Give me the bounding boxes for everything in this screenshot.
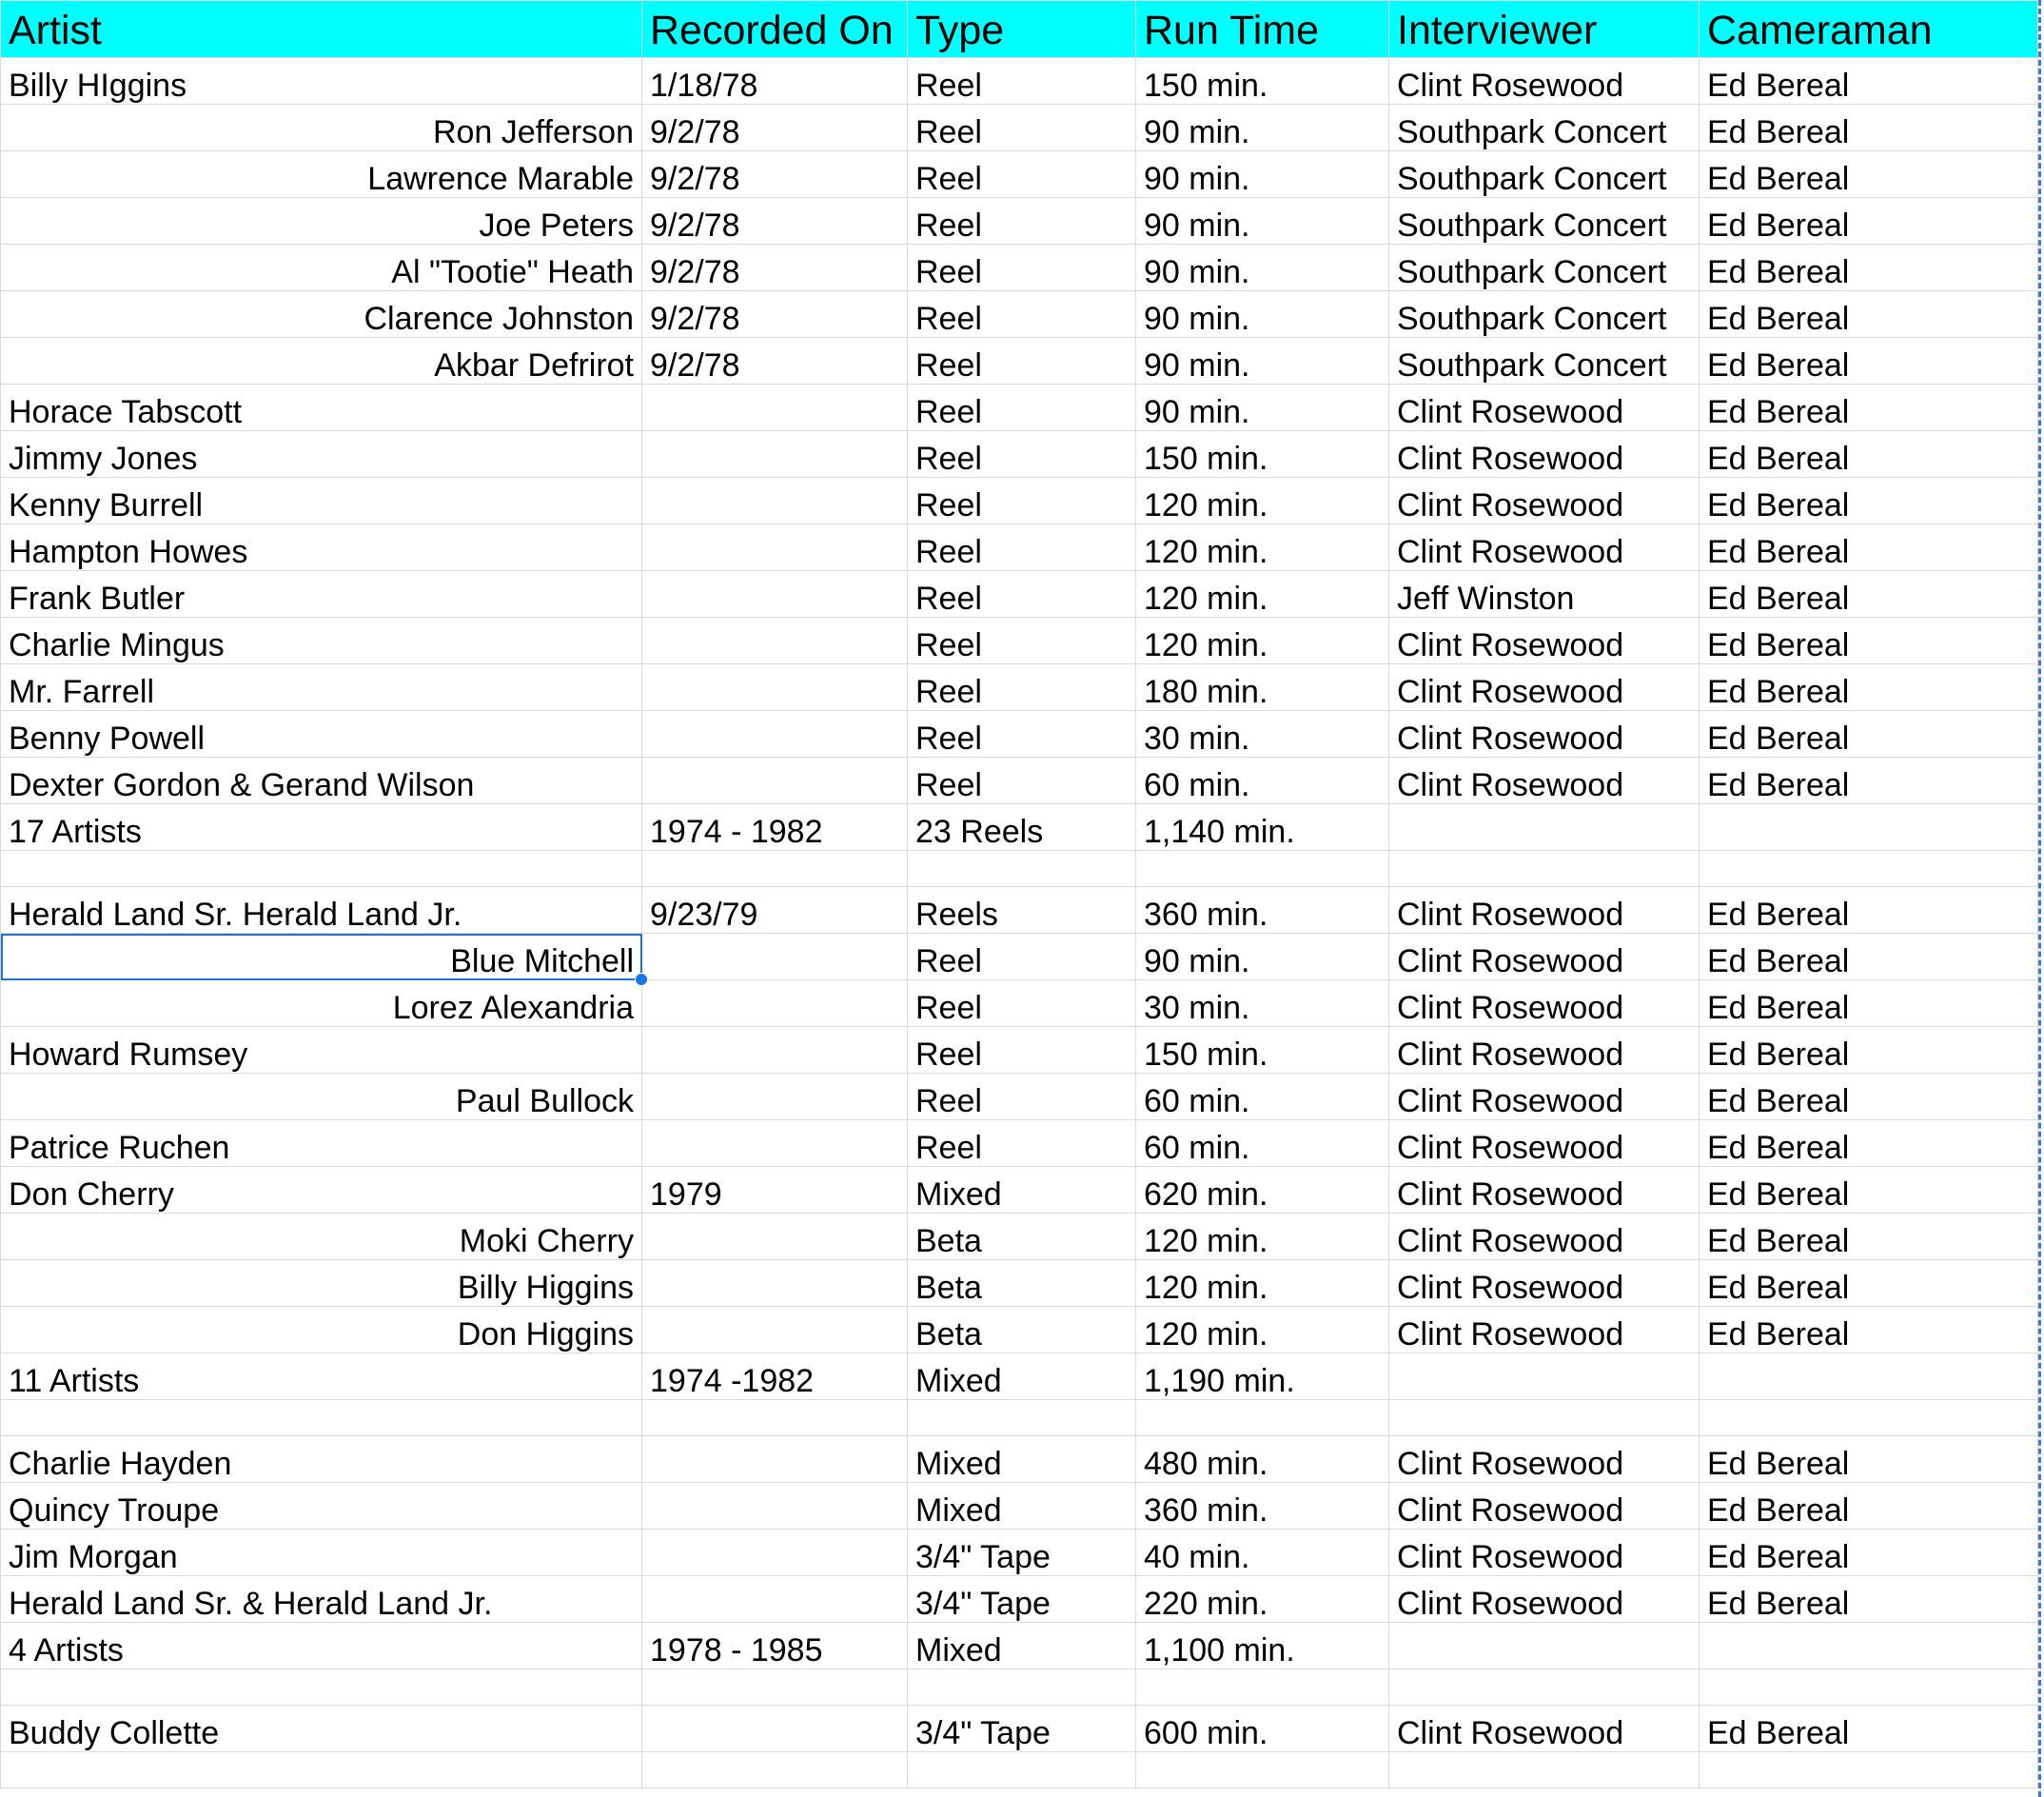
cell-artist[interactable]: Herald Land Sr. & Herald Land Jr. xyxy=(1,1576,642,1623)
header-cell-recorded-on[interactable]: Recorded On xyxy=(642,1,908,58)
cell-artist[interactable]: Jim Morgan xyxy=(1,1530,642,1576)
cell-artist[interactable] xyxy=(1,851,642,887)
cell-interviewer[interactable]: Clint Rosewood xyxy=(1389,1074,1700,1120)
cell-artist[interactable]: Horace Tabscott xyxy=(1,385,642,431)
cell-type[interactable]: Reel xyxy=(908,1120,1136,1167)
cell-cameraman[interactable]: Ed Bereal xyxy=(1700,1214,2038,1260)
cell-recorded-on[interactable] xyxy=(642,524,908,571)
cell-recorded-on[interactable] xyxy=(642,618,908,664)
cell-run-time[interactable]: 90 min. xyxy=(1136,245,1389,291)
cell-artist[interactable]: Charlie Mingus xyxy=(1,618,642,664)
cell-artist[interactable]: Don Higgins xyxy=(1,1307,642,1353)
cell-cameraman[interactable]: Ed Bereal xyxy=(1700,291,2038,338)
cell-cameraman[interactable]: Ed Bereal xyxy=(1700,1260,2038,1307)
cell-run-time[interactable]: 1,100 min. xyxy=(1136,1623,1389,1669)
cell-run-time[interactable]: 1,140 min. xyxy=(1136,804,1389,851)
cell-recorded-on[interactable]: 9/2/78 xyxy=(642,151,908,198)
cell-recorded-on[interactable]: 1978 - 1985 xyxy=(642,1623,908,1669)
cell-run-time[interactable]: 180 min. xyxy=(1136,664,1389,711)
cell-cameraman[interactable]: Ed Bereal xyxy=(1700,1483,2038,1530)
cell-cameraman[interactable]: Ed Bereal xyxy=(1700,245,2038,291)
cell-interviewer[interactable]: Southpark Concert xyxy=(1389,245,1700,291)
cell-recorded-on[interactable] xyxy=(642,934,908,980)
cell-recorded-on[interactable]: 9/2/78 xyxy=(642,245,908,291)
table-row xyxy=(1,151,2038,198)
cell-interviewer[interactable]: Clint Rosewood xyxy=(1389,1120,1700,1167)
table-row xyxy=(1,1074,2038,1120)
cell-artist[interactable]: 11 Artists xyxy=(1,1353,642,1400)
cell-type[interactable]: Mixed xyxy=(908,1353,1136,1400)
cell-recorded-on[interactable] xyxy=(642,758,908,804)
cell-interviewer[interactable]: Clint Rosewood xyxy=(1389,664,1700,711)
header-row xyxy=(1,1,2038,58)
cell-recorded-on[interactable] xyxy=(642,1530,908,1576)
cell-interviewer[interactable]: Clint Rosewood xyxy=(1389,1706,1700,1752)
cell-artist[interactable]: Joe Peters xyxy=(1,198,642,245)
cell-type[interactable]: Reel xyxy=(908,291,1136,338)
cell-type[interactable]: Reel xyxy=(908,105,1136,151)
cell-interviewer[interactable]: Clint Rosewood xyxy=(1389,431,1700,478)
cell-recorded-on[interactable] xyxy=(642,1074,908,1120)
cell-type[interactable]: Reel xyxy=(908,431,1136,478)
table-row xyxy=(1,524,2038,571)
cell-interviewer[interactable]: Clint Rosewood xyxy=(1389,1260,1700,1307)
table-row xyxy=(1,1436,2038,1483)
cell-cameraman[interactable]: Ed Bereal xyxy=(1700,105,2038,151)
cell-cameraman[interactable] xyxy=(1700,1752,2038,1788)
cell-interviewer[interactable]: Southpark Concert xyxy=(1389,198,1700,245)
cell-run-time[interactable]: 620 min. xyxy=(1136,1167,1389,1214)
cell-type[interactable]: Reel xyxy=(908,338,1136,385)
empty-row xyxy=(1,1400,2038,1436)
cell-artist[interactable]: Quincy Troupe xyxy=(1,1483,642,1530)
cell-run-time[interactable]: 120 min. xyxy=(1136,524,1389,571)
cell-run-time[interactable]: 480 min. xyxy=(1136,1436,1389,1483)
cell-type[interactable] xyxy=(908,1752,1136,1788)
cell-artist[interactable]: Hampton Howes xyxy=(1,524,642,571)
cell-artist[interactable]: Billy HIggins xyxy=(1,58,642,105)
table-row xyxy=(1,887,2038,934)
cell-recorded-on[interactable] xyxy=(642,1483,908,1530)
cell-artist[interactable]: Kenny Burrell xyxy=(1,478,642,524)
cell-type[interactable]: Reel xyxy=(908,664,1136,711)
cell-recorded-on[interactable] xyxy=(642,1214,908,1260)
cell-artist[interactable]: Herald Land Sr. Herald Land Jr. xyxy=(1,887,642,934)
cell-recorded-on[interactable] xyxy=(642,1260,908,1307)
cell-type[interactable]: Mixed xyxy=(908,1436,1136,1483)
table-row xyxy=(1,664,2038,711)
cell-type[interactable]: Reel xyxy=(908,58,1136,105)
cell-artist[interactable]: Akbar Defrirot xyxy=(1,338,642,385)
cell-type[interactable]: Mixed xyxy=(908,1483,1136,1530)
cell-artist[interactable]: Don Cherry xyxy=(1,1167,642,1214)
cell-type[interactable] xyxy=(908,1400,1136,1436)
cell-run-time[interactable]: 40 min. xyxy=(1136,1530,1389,1576)
cell-run-time[interactable]: 360 min. xyxy=(1136,887,1389,934)
cell-artist[interactable]: Jimmy Jones xyxy=(1,431,642,478)
cell-recorded-on[interactable]: 1974 - 1982 xyxy=(642,804,908,851)
table-row xyxy=(1,431,2038,478)
cell-run-time[interactable]: 30 min. xyxy=(1136,711,1389,758)
cell-interviewer[interactable]: Clint Rosewood xyxy=(1389,1483,1700,1530)
cell-interviewer[interactable]: Clint Rosewood xyxy=(1389,478,1700,524)
table-row xyxy=(1,1214,2038,1260)
table-row xyxy=(1,105,2038,151)
table-row xyxy=(1,758,2038,804)
cell-interviewer[interactable]: Jeff Winston xyxy=(1389,571,1700,618)
cell-cameraman[interactable]: Ed Bereal xyxy=(1700,571,2038,618)
cell-cameraman[interactable]: Ed Bereal xyxy=(1700,758,2038,804)
cell-cameraman[interactable]: Ed Bereal xyxy=(1700,887,2038,934)
cell-type[interactable]: Reel xyxy=(908,198,1136,245)
cell-cameraman[interactable]: Ed Bereal xyxy=(1700,934,2038,980)
cell-cameraman[interactable]: Ed Bereal xyxy=(1700,385,2038,431)
cell-run-time[interactable]: 120 min. xyxy=(1136,1260,1389,1307)
cell-interviewer[interactable]: Clint Rosewood xyxy=(1389,711,1700,758)
cell-cameraman[interactable]: Ed Bereal xyxy=(1700,198,2038,245)
table-row xyxy=(1,198,2038,245)
cell-recorded-on[interactable]: 9/2/78 xyxy=(642,291,908,338)
cell-artist[interactable]: Lorez Alexandria xyxy=(1,980,642,1027)
cell-type[interactable]: Beta xyxy=(908,1214,1136,1260)
cell-artist[interactable] xyxy=(1,1669,642,1706)
cell-type[interactable]: Reel xyxy=(908,245,1136,291)
cell-type[interactable]: Reel xyxy=(908,758,1136,804)
cell-run-time[interactable]: 60 min. xyxy=(1136,758,1389,804)
cell-run-time[interactable]: 220 min. xyxy=(1136,1576,1389,1623)
cell-cameraman[interactable]: Ed Bereal xyxy=(1700,58,2038,105)
cell-type[interactable]: Reel xyxy=(908,1027,1136,1074)
cell-recorded-on[interactable]: 9/2/78 xyxy=(642,338,908,385)
cell-artist[interactable]: Blue Mitchell xyxy=(1,934,642,980)
cell-type[interactable]: Reel xyxy=(908,980,1136,1027)
cell-run-time[interactable]: 90 min. xyxy=(1136,338,1389,385)
cell-artist[interactable]: Mr. Farrell xyxy=(1,664,642,711)
cell-run-time[interactable]: 120 min. xyxy=(1136,571,1389,618)
cell-type[interactable]: Reel xyxy=(908,711,1136,758)
cell-interviewer[interactable]: Clint Rosewood xyxy=(1389,385,1700,431)
header-cell-cameraman[interactable]: Cameraman xyxy=(1700,1,2038,58)
cell-recorded-on[interactable] xyxy=(642,1752,908,1788)
header-cell-interviewer[interactable]: Interviewer xyxy=(1389,1,1700,58)
cell-type[interactable]: Reel xyxy=(908,524,1136,571)
header-cell-artist[interactable]: Artist xyxy=(1,1,642,58)
cell-interviewer[interactable] xyxy=(1389,1623,1700,1669)
cell-artist[interactable]: Al "Tootie" Heath xyxy=(1,245,642,291)
table-row xyxy=(1,1483,2038,1530)
cell-recorded-on[interactable] xyxy=(642,478,908,524)
cell-cameraman[interactable]: Ed Bereal xyxy=(1700,1706,2038,1752)
cell-artist[interactable]: Clarence Johnston xyxy=(1,291,642,338)
cell-cameraman[interactable]: Ed Bereal xyxy=(1700,1436,2038,1483)
cell-type[interactable]: Reel xyxy=(908,385,1136,431)
cell-interviewer[interactable]: Clint Rosewood xyxy=(1389,758,1700,804)
cell-run-time[interactable]: 60 min. xyxy=(1136,1074,1389,1120)
cell-artist[interactable] xyxy=(1,1752,642,1788)
empty-row xyxy=(1,851,2038,887)
table-row xyxy=(1,980,2038,1027)
table-row xyxy=(1,291,2038,338)
cell-interviewer[interactable] xyxy=(1389,1400,1700,1436)
cell-interviewer[interactable] xyxy=(1389,804,1700,851)
cell-type[interactable]: Mixed xyxy=(908,1167,1136,1214)
cell-recorded-on[interactable]: 1/18/78 xyxy=(642,58,908,105)
empty-row xyxy=(1,1669,2038,1706)
table-row xyxy=(1,804,2038,851)
cell-cameraman[interactable] xyxy=(1700,1669,2038,1706)
cell-run-time[interactable]: 90 min. xyxy=(1136,105,1389,151)
cell-interviewer[interactable]: Clint Rosewood xyxy=(1389,524,1700,571)
table-row xyxy=(1,1623,2038,1669)
table-row xyxy=(1,478,2038,524)
cell-cameraman[interactable]: Ed Bereal xyxy=(1700,524,2038,571)
cell-type[interactable]: Reel xyxy=(908,1074,1136,1120)
cell-interviewer[interactable]: Clint Rosewood xyxy=(1389,1530,1700,1576)
cell-recorded-on[interactable] xyxy=(642,571,908,618)
cell-cameraman[interactable]: Ed Bereal xyxy=(1700,1530,2038,1576)
cell-interviewer[interactable] xyxy=(1389,1669,1700,1706)
table-row xyxy=(1,338,2038,385)
cell-recorded-on[interactable] xyxy=(642,711,908,758)
cell-interviewer[interactable]: Southpark Concert xyxy=(1389,151,1700,198)
cell-cameraman[interactable]: Ed Bereal xyxy=(1700,1307,2038,1353)
cell-cameraman[interactable]: Ed Bereal xyxy=(1700,1027,2038,1074)
cell-interviewer[interactable]: Clint Rosewood xyxy=(1389,1307,1700,1353)
table-row xyxy=(1,245,2038,291)
cell-run-time[interactable] xyxy=(1136,1669,1389,1706)
cell-run-time[interactable]: 1,190 min. xyxy=(1136,1353,1389,1400)
cell-interviewer[interactable] xyxy=(1389,1752,1700,1788)
cell-interviewer[interactable]: Southpark Concert xyxy=(1389,291,1700,338)
cell-interviewer[interactable]: Clint Rosewood xyxy=(1389,618,1700,664)
cell-interviewer[interactable]: Clint Rosewood xyxy=(1389,1027,1700,1074)
table-row xyxy=(1,385,2038,431)
cell-recorded-on[interactable]: 9/23/79 xyxy=(642,887,908,934)
cell-interviewer[interactable]: Clint Rosewood xyxy=(1389,58,1700,105)
cell-run-time[interactable] xyxy=(1136,1400,1389,1436)
header-cell-type[interactable]: Type xyxy=(908,1,1136,58)
cell-run-time[interactable]: 360 min. xyxy=(1136,1483,1389,1530)
cell-artist[interactable] xyxy=(1,1400,642,1436)
cell-run-time[interactable]: 120 min. xyxy=(1136,1214,1389,1260)
cell-artist[interactable]: Frank Butler xyxy=(1,571,642,618)
cell-cameraman[interactable] xyxy=(1700,1400,2038,1436)
table-row xyxy=(1,934,2038,980)
cell-cameraman[interactable] xyxy=(1700,804,2038,851)
cell-interviewer[interactable]: Clint Rosewood xyxy=(1389,980,1700,1027)
table-row xyxy=(1,571,2038,618)
cell-cameraman[interactable] xyxy=(1700,1353,2038,1400)
cell-recorded-on[interactable] xyxy=(642,1027,908,1074)
cell-run-time[interactable]: 600 min. xyxy=(1136,1706,1389,1752)
cell-cameraman[interactable] xyxy=(1700,851,2038,887)
cell-type[interactable]: Beta xyxy=(908,1260,1136,1307)
cell-cameraman[interactable]: Ed Bereal xyxy=(1700,1576,2038,1623)
cell-interviewer[interactable] xyxy=(1389,1353,1700,1400)
cell-run-time[interactable]: 150 min. xyxy=(1136,1027,1389,1074)
cell-interviewer[interactable]: Southpark Concert xyxy=(1389,338,1700,385)
cell-artist[interactable]: Moki Cherry xyxy=(1,1214,642,1260)
cell-recorded-on[interactable] xyxy=(642,980,908,1027)
cell-artist[interactable]: Patrice Ruchen xyxy=(1,1120,642,1167)
cell-cameraman[interactable]: Ed Bereal xyxy=(1700,980,2038,1027)
header-cell-run-time[interactable]: Run Time xyxy=(1136,1,1389,58)
cell-run-time[interactable]: 90 min. xyxy=(1136,151,1389,198)
table-row xyxy=(1,1027,2038,1074)
cell-recorded-on[interactable]: 9/2/78 xyxy=(642,198,908,245)
cell-type[interactable] xyxy=(908,851,1136,887)
cell-run-time[interactable]: 90 min. xyxy=(1136,291,1389,338)
cell-recorded-on[interactable] xyxy=(642,385,908,431)
cell-cameraman[interactable]: Ed Bereal xyxy=(1700,151,2038,198)
cell-interviewer[interactable]: Clint Rosewood xyxy=(1389,887,1700,934)
cell-cameraman[interactable]: Ed Bereal xyxy=(1700,618,2038,664)
cell-run-time[interactable]: 60 min. xyxy=(1136,1120,1389,1167)
cell-run-time[interactable]: 90 min. xyxy=(1136,934,1389,980)
cell-recorded-on[interactable] xyxy=(642,431,908,478)
cell-run-time[interactable]: 120 min. xyxy=(1136,478,1389,524)
cell-type[interactable]: 3/4" Tape xyxy=(908,1576,1136,1623)
cell-type[interactable]: Beta xyxy=(908,1307,1136,1353)
table-row xyxy=(1,1307,2038,1353)
table-row xyxy=(1,711,2038,758)
cell-run-time[interactable]: 120 min. xyxy=(1136,618,1389,664)
cell-recorded-on[interactable] xyxy=(642,664,908,711)
cell-cameraman[interactable]: Ed Bereal xyxy=(1700,478,2038,524)
table-row xyxy=(1,1167,2038,1214)
cell-recorded-on[interactable] xyxy=(642,1307,908,1353)
cell-type[interactable]: Reel xyxy=(908,618,1136,664)
cell-recorded-on[interactable] xyxy=(642,1120,908,1167)
cell-recorded-on[interactable]: 1974 -1982 xyxy=(642,1353,908,1400)
cell-type[interactable]: Reel xyxy=(908,151,1136,198)
cell-type[interactable]: Reel xyxy=(908,571,1136,618)
cell-cameraman[interactable] xyxy=(1700,1623,2038,1669)
table-row xyxy=(1,1353,2038,1400)
cell-run-time[interactable]: 90 min. xyxy=(1136,198,1389,245)
table-row xyxy=(1,58,2038,105)
cell-recorded-on[interactable] xyxy=(642,851,908,887)
table-row xyxy=(1,1260,2038,1307)
cell-interviewer[interactable] xyxy=(1389,851,1700,887)
page-break-line xyxy=(2038,0,2041,1797)
cell-type[interactable]: Reels xyxy=(908,887,1136,934)
cell-artist[interactable]: Lawrence Marable xyxy=(1,151,642,198)
cell-type[interactable]: 3/4" Tape xyxy=(908,1530,1136,1576)
cell-type[interactable]: Mixed xyxy=(908,1623,1136,1669)
cell-cameraman[interactable]: Ed Bereal xyxy=(1700,711,2038,758)
cell-run-time[interactable] xyxy=(1136,851,1389,887)
cell-cameraman[interactable]: Ed Bereal xyxy=(1700,338,2038,385)
cell-recorded-on[interactable]: 9/2/78 xyxy=(642,105,908,151)
cell-cameraman[interactable]: Ed Bereal xyxy=(1700,1074,2038,1120)
cell-recorded-on[interactable] xyxy=(642,1400,908,1436)
table-row xyxy=(1,1706,2038,1752)
cell-interviewer[interactable]: Clint Rosewood xyxy=(1389,1214,1700,1260)
cell-artist[interactable]: Ron Jefferson xyxy=(1,105,642,151)
cell-artist[interactable]: Buddy Collette xyxy=(1,1706,642,1752)
cell-interviewer[interactable]: Clint Rosewood xyxy=(1389,934,1700,980)
cell-run-time[interactable]: 150 min. xyxy=(1136,431,1389,478)
cell-run-time[interactable]: 150 min. xyxy=(1136,58,1389,105)
cell-run-time[interactable]: 30 min. xyxy=(1136,980,1389,1027)
empty-row xyxy=(1,1752,2038,1788)
table-row xyxy=(1,618,2038,664)
cell-artist[interactable]: Paul Bullock xyxy=(1,1074,642,1120)
cell-recorded-on[interactable] xyxy=(642,1436,908,1483)
cell-interviewer[interactable]: Southpark Concert xyxy=(1389,105,1700,151)
cell-run-time[interactable] xyxy=(1136,1752,1389,1788)
cell-cameraman[interactable]: Ed Bereal xyxy=(1700,1120,2038,1167)
cell-interviewer[interactable]: Clint Rosewood xyxy=(1389,1436,1700,1483)
cell-artist[interactable]: Billy Higgins xyxy=(1,1260,642,1307)
cell-run-time[interactable]: 90 min. xyxy=(1136,385,1389,431)
cell-interviewer[interactable]: Clint Rosewood xyxy=(1389,1167,1700,1214)
cell-type[interactable]: Reel xyxy=(908,934,1136,980)
cell-type[interactable]: Reel xyxy=(908,478,1136,524)
cell-type[interactable]: 3/4" Tape xyxy=(908,1706,1136,1752)
cell-recorded-on[interactable]: 1979 xyxy=(642,1167,908,1214)
cell-recorded-on[interactable] xyxy=(642,1576,908,1623)
cell-artist[interactable]: Charlie Hayden xyxy=(1,1436,642,1483)
cell-artist[interactable]: 4 Artists xyxy=(1,1623,642,1669)
table-row xyxy=(1,1530,2038,1576)
cell-type[interactable]: 23 Reels xyxy=(908,804,1136,851)
cell-recorded-on[interactable] xyxy=(642,1669,908,1706)
cell-recorded-on[interactable] xyxy=(642,1706,908,1752)
table-row xyxy=(1,1576,2038,1623)
cell-artist[interactable]: Howard Rumsey xyxy=(1,1027,642,1074)
cell-artist[interactable]: Benny Powell xyxy=(1,711,642,758)
cell-artist[interactable]: Dexter Gordon & Gerand Wilson xyxy=(1,758,642,804)
cell-cameraman[interactable]: Ed Bereal xyxy=(1700,664,2038,711)
cell-cameraman[interactable]: Ed Bereal xyxy=(1700,1167,2038,1214)
cell-type[interactable] xyxy=(908,1669,1136,1706)
fill-handle[interactable] xyxy=(635,973,648,986)
table-row xyxy=(1,1120,2038,1167)
cell-cameraman[interactable]: Ed Bereal xyxy=(1700,431,2038,478)
cell-interviewer[interactable]: Clint Rosewood xyxy=(1389,1576,1700,1623)
cell-artist[interactable]: 17 Artists xyxy=(1,804,642,851)
cell-run-time[interactable]: 120 min. xyxy=(1136,1307,1389,1353)
